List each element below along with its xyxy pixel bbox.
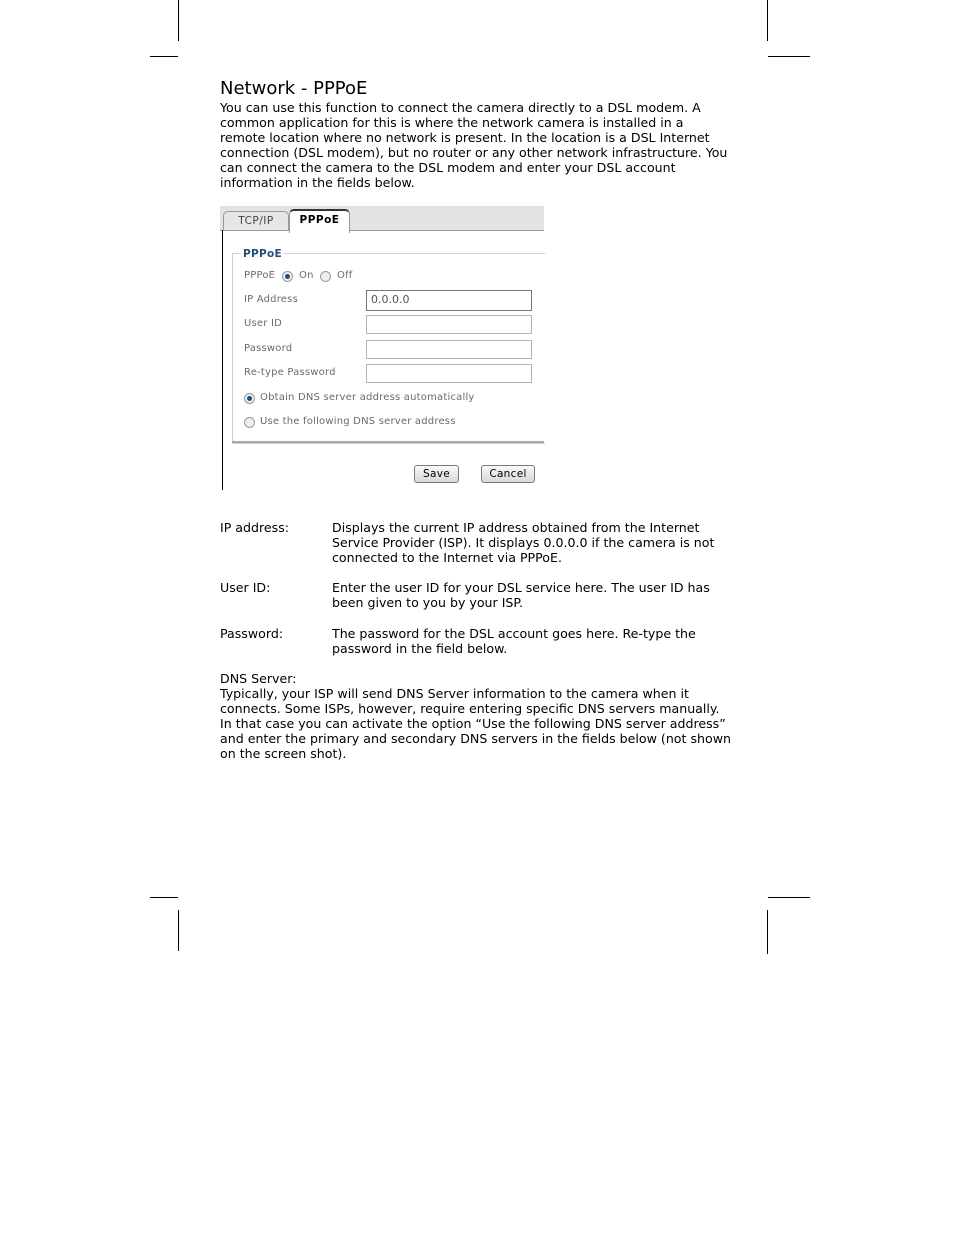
crop-mark — [150, 56, 178, 57]
dns-manual-label: Use the following DNS server address — [260, 416, 456, 427]
crop-mark — [768, 897, 810, 898]
crop-mark — [178, 0, 179, 41]
page-title: Network - PPPoE — [220, 78, 368, 99]
retype-password-label: Re-type Password — [244, 367, 336, 378]
pppoe-settings-screenshot — [220, 206, 544, 490]
definition-description: Enter the user ID for your DSL service here. The user ID has been given to you by your ISP. — [332, 580, 710, 611]
intro-paragraph: You can use this function to connect the camera directly to a DSL modem. A common application for this is where the network camera is installed in a remote location where no network is present. In the location is a DSL Internet connection (DSL modem), but no router or any other network infrastructure. You can connect the camera to the DSL modem and enter your DSL account information in the fields below. — [220, 100, 728, 191]
definition-term: Password: — [220, 626, 284, 641]
pppoe-off-label: Off — [337, 270, 353, 281]
pppoe-on-radio[interactable] — [282, 271, 293, 282]
dns-server-paragraph: Typically, your ISP will send DNS Server information to the camera when it connects. Some ISPs, however, require entering specific DNS servers manually. In that case you can activate the option “Use the following DNS server address” and enter the primary and secondary DNS servers in the fields below (not shown on the screen shot). — [220, 686, 731, 762]
pppoe-off-radio[interactable] — [320, 271, 331, 282]
save-button[interactable]: Save — [414, 465, 459, 483]
crop-mark — [767, 910, 768, 954]
user-id-label: User ID — [244, 318, 283, 329]
fieldset-bottom-border — [232, 441, 544, 443]
password-input[interactable] — [366, 340, 532, 359]
definition-description: The password for the DSL account goes here. Re-type the password in the field below. — [332, 626, 696, 657]
crop-mark — [768, 56, 810, 57]
tab-tcpip[interactable]: TCP/IP — [223, 211, 289, 230]
crop-mark — [767, 0, 768, 41]
tab-pppoe[interactable]: PPPoE — [289, 209, 350, 233]
ip-address-input[interactable]: 0.0.0.0 — [366, 290, 532, 311]
dns-manual-radio[interactable] — [244, 417, 255, 428]
user-id-input[interactable] — [366, 315, 532, 334]
fieldset-legend: PPPoE — [243, 248, 282, 260]
dns-auto-label: Obtain DNS server address automatically — [260, 392, 475, 403]
crop-mark — [178, 910, 179, 951]
pppoe-on-label: On — [299, 270, 314, 281]
definition-term: User ID: — [220, 580, 271, 595]
ip-address-label: IP Address — [244, 294, 298, 305]
panel-border — [222, 230, 223, 490]
retype-password-input[interactable] — [366, 364, 532, 383]
password-label: Password — [244, 343, 293, 354]
cancel-button[interactable]: Cancel — [481, 465, 535, 483]
dns-server-heading: DNS Server: — [220, 671, 297, 686]
pppoe-label: PPPoE — [244, 270, 276, 281]
crop-mark — [150, 897, 178, 898]
definition-description: Displays the current IP address obtained from the Internet Service Provider (ISP). It displays 0.0.0.0 if the camera is not connected to the Internet via PPPoE. — [332, 520, 715, 566]
dns-auto-radio[interactable] — [244, 393, 255, 404]
definition-term: IP address: — [220, 520, 290, 535]
